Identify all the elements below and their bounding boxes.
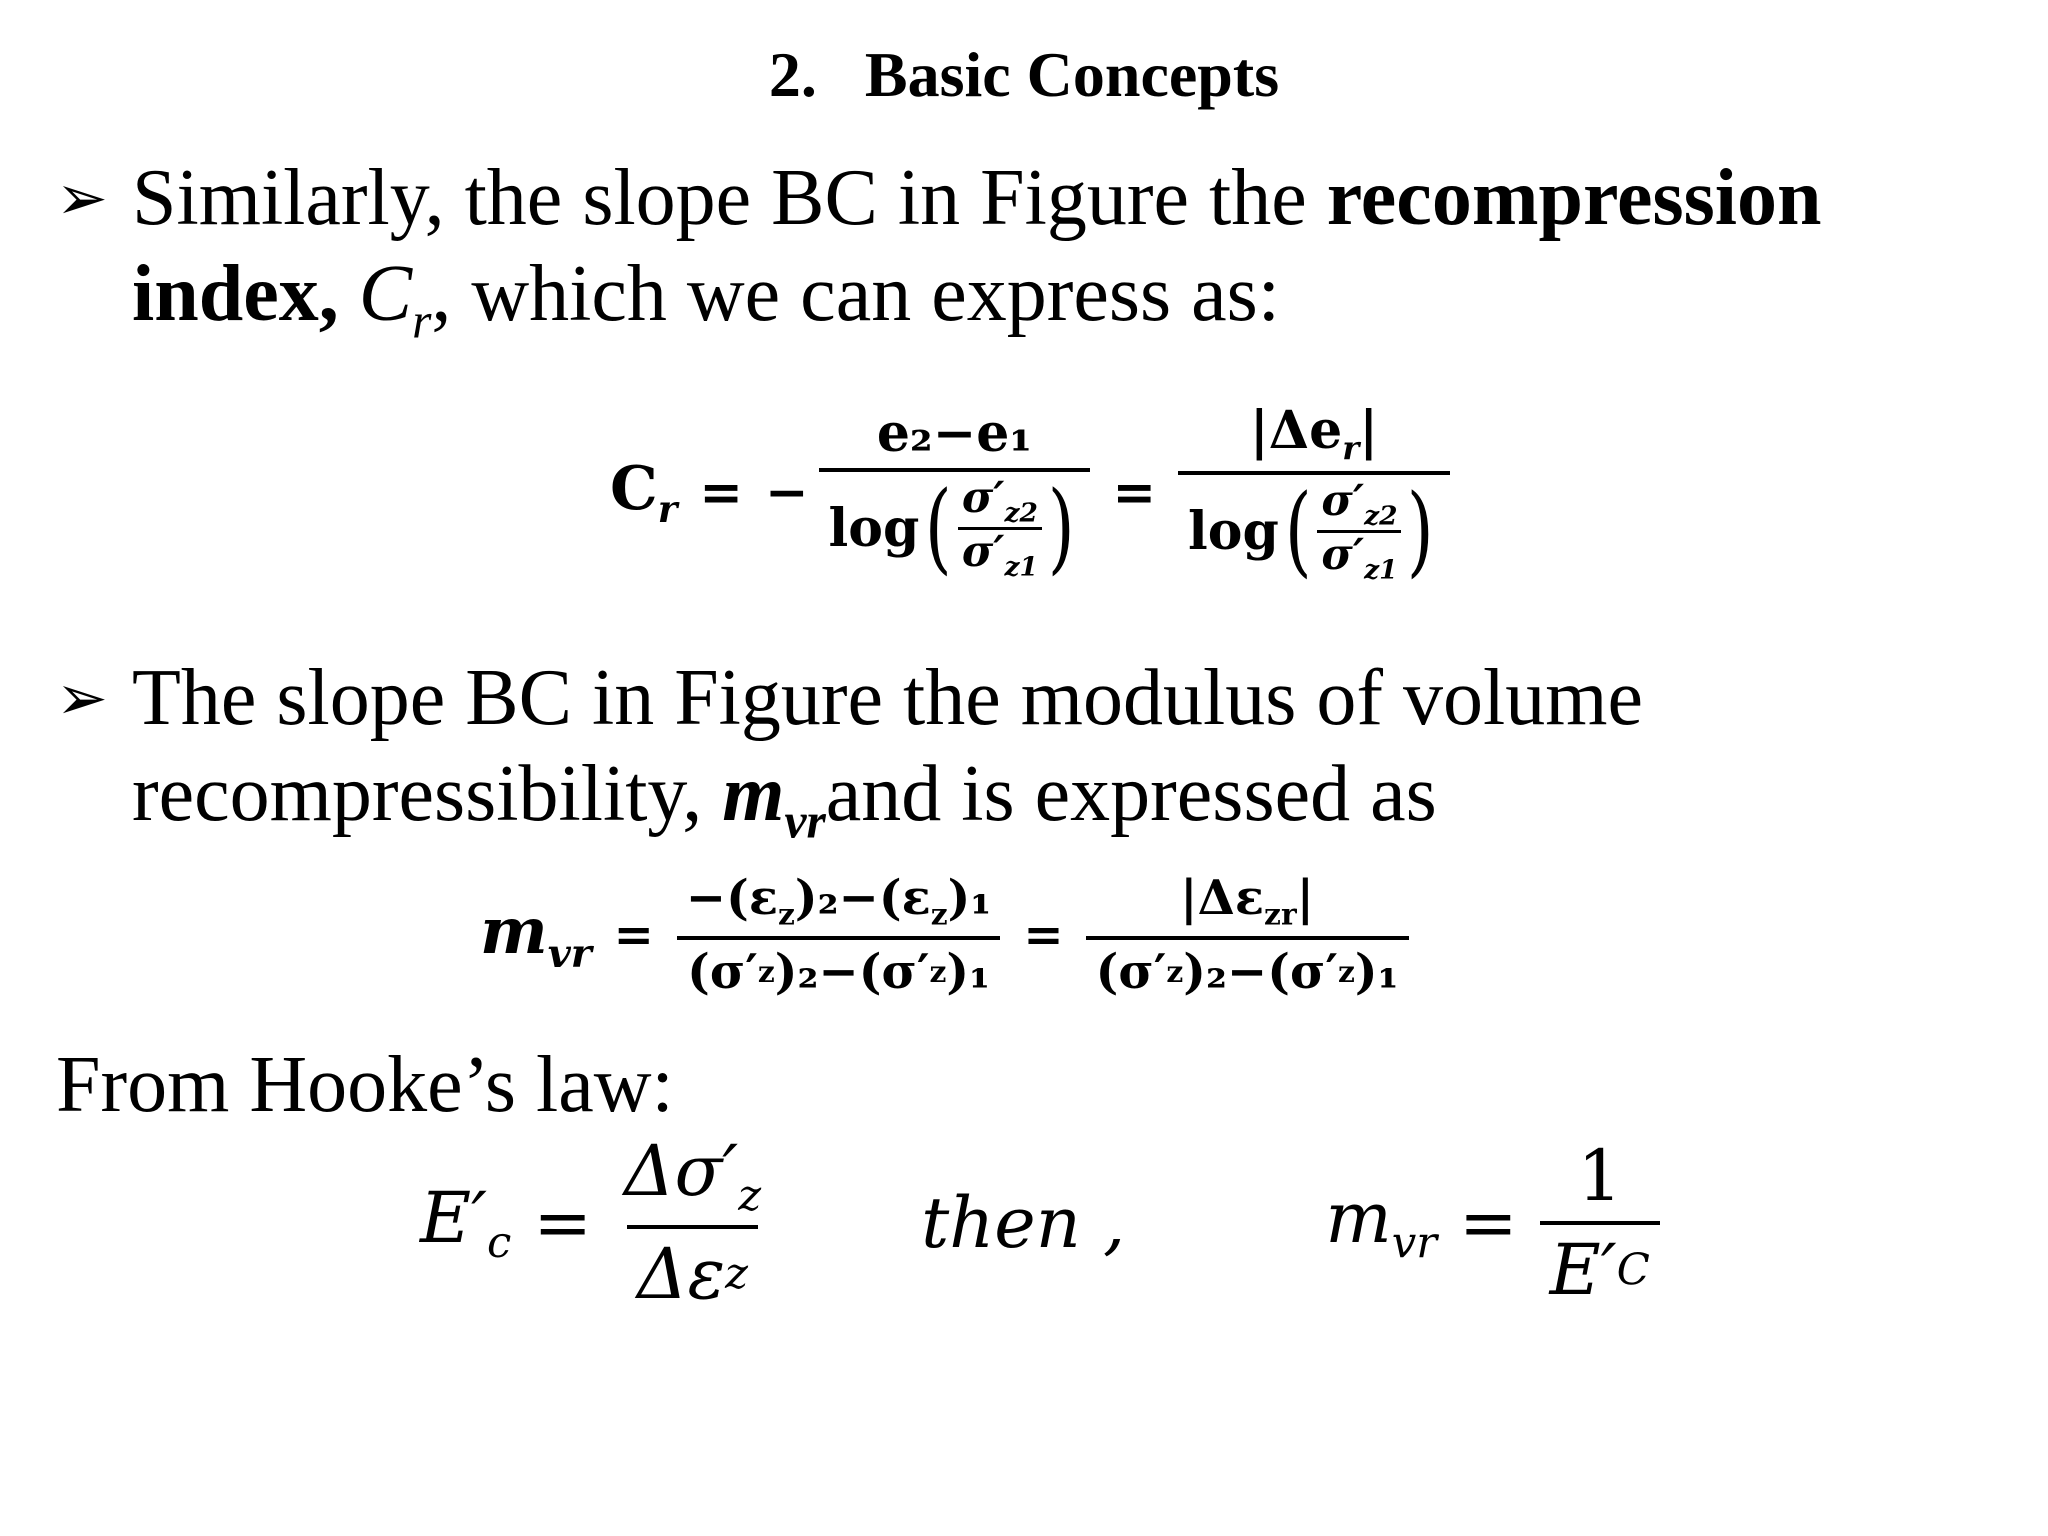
bullet-volume-recompressibility: [56, 650, 1986, 869]
equation-hooke: $E'_c$ = $\Delta\sigma'_z$ Δε z then , $m_{vr}$ = 1 E′ C: [420, 1130, 1660, 1315]
bullet-text: The slope BC in Figure the modulus of volume recompressibility, $m_{vr}and$ is expressed as: [132, 654, 1643, 849]
then-word: then ,: [921, 1181, 1126, 1264]
fraction-mvr-1: $-(\varepsilon_z)_2-(\varepsilon_z)_1$ (σ′ z )₂−(σ′ z )₁: [676, 870, 1002, 1000]
fraction-cr-2: $|\Delta e_r|$ log ( $\frac{\sigma'_{z2}}{\sigma'_{z1}}$ ): [1178, 400, 1450, 584]
fraction-cr-1: e₂−e₁ log ( $\frac{\sigma'_{z2}}{\sigma'_{z1}}$ ): [819, 403, 1091, 581]
fraction-reciprocal: 1 E′ C: [1540, 1135, 1660, 1311]
hooke-intro: From Hooke’s law:: [56, 1041, 674, 1129]
bullet-arrow-icon: ➢: [56, 161, 108, 234]
equation-mvr: $m_{vr}$ = $-(\varepsilon_z)_2-(\varepsilon_z)_1$ (σ′ z )₂−(σ′ z )₁ = $|\Delta\varepsilon_{zr}|$ (σ′ z )₂−(σ′ z )₁: [480, 870, 1409, 1000]
section-number: 2.: [768, 39, 817, 110]
section-title: Basic Concepts: [864, 39, 1280, 110]
fraction-mvr-2: $|\Delta\varepsilon_{zr}|$ (σ′ z )₂−(σ′ z )₁: [1086, 870, 1409, 1000]
bullet-arrow-icon: ➢: [56, 661, 108, 734]
equation-cr: $C_r$ = − e₂−e₁ log ( $\frac{\sigma'_{z2}}{\sigma'_{z1}}$ ) = $|\Delta e_r|$ log ( $\frac{\sigma'_{z2}}{\sigma'_{z1}}$ ): [610, 400, 1450, 584]
slide-title: [0, 38, 2048, 112]
fraction-hooke: $\Delta\sigma'_z$ Δε z: [623, 1130, 762, 1316]
term-recompression-index: recompression index,: [132, 154, 1822, 338]
bullet-text: Similarly, the slope BC in Figure the recompression index, $C_r$, which we can express as:: [132, 154, 1822, 349]
bullet-recompression-index: [56, 150, 1986, 369]
